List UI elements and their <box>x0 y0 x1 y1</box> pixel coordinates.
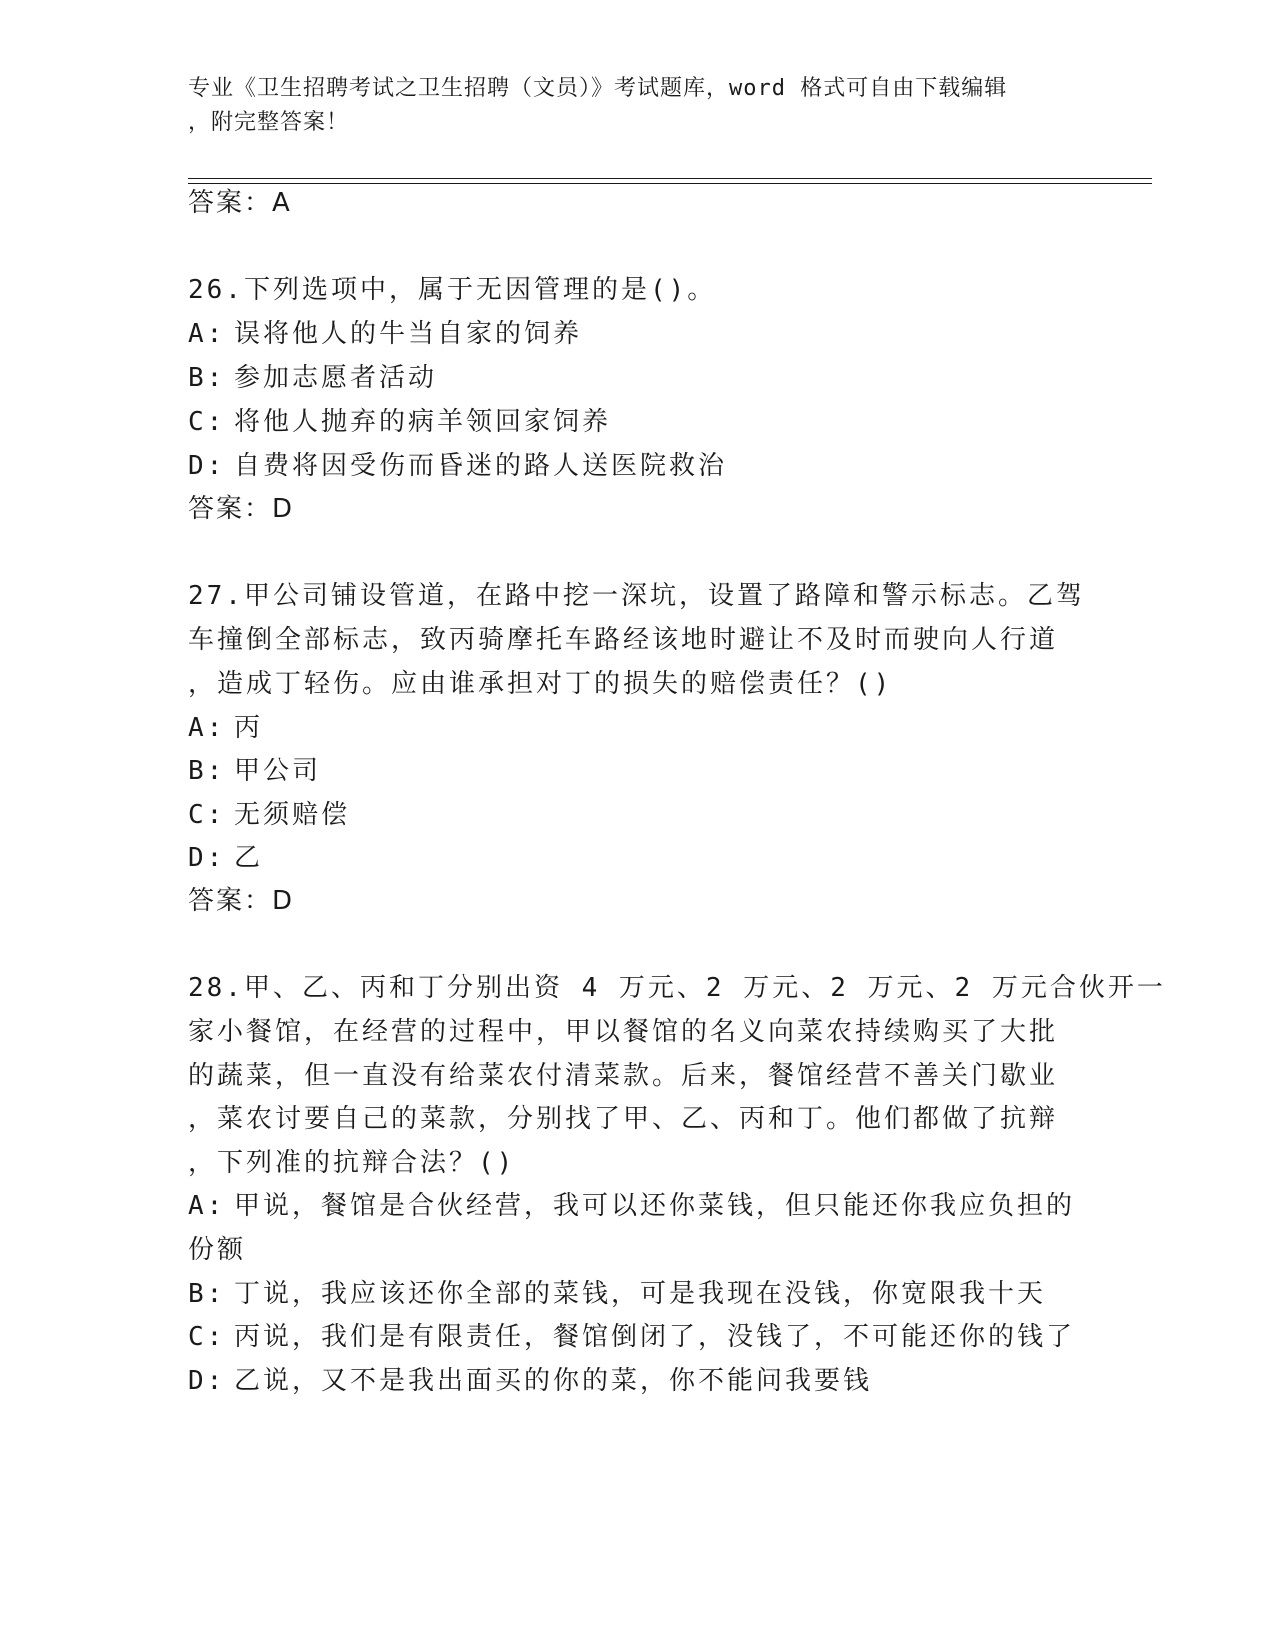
header-line-2: ，附完整答案！ <box>188 110 350 135</box>
q28-option-a-continued <box>188 1233 246 1267</box>
option-text: 自费将因受伤而昏迷的路人送医院救治 <box>234 451 728 481</box>
option-text: 乙说，又不是我出面买的你的菜，你不能问我要钱 <box>234 1366 873 1396</box>
q26-answer: 答案：D <box>188 494 295 524</box>
option-key: D: <box>188 1366 226 1396</box>
q26-option-d <box>188 449 727 483</box>
option-key: B: <box>188 756 226 786</box>
q28-option-c <box>188 1320 1075 1354</box>
q27-stem-line-1: 27.甲公司铺设管道，在路中挖一深坑，设置了路障和警示标志。乙驾 <box>188 581 1085 611</box>
q27-answer: 答案：D <box>188 886 295 916</box>
option-text: 丙 <box>234 713 264 743</box>
option-key: D: <box>188 451 226 481</box>
option-key: D: <box>188 843 226 873</box>
q28-option-d <box>188 1364 872 1398</box>
q27-option-b <box>188 754 321 788</box>
option-text: 甲说，餐馆是合伙经营，我可以还你菜钱，但只能还你我应负担的 <box>234 1191 1076 1221</box>
option-text: 份额 <box>188 1235 247 1265</box>
option-text: 丙说，我们是有限责任，餐馆倒闭了，没钱了，不可能还你的钱了 <box>234 1322 1076 1352</box>
option-key: B: <box>188 363 226 393</box>
q28-option-a <box>188 1189 1075 1223</box>
header-rule-bottom <box>188 183 1152 184</box>
q28-stem-line-5: ，下列准的抗辩合法？() <box>188 1148 516 1178</box>
option-text: 误将他人的牛当自家的饲养 <box>234 319 583 349</box>
header-line-1: 专业《卫生招聘考试之卫生招聘（文员）》考试题库，word 格式可自由下载编辑 <box>188 76 1008 101</box>
q28-option-b <box>188 1277 1046 1311</box>
option-text: 参加志愿者活动 <box>234 363 438 393</box>
option-text: 甲公司 <box>234 756 322 786</box>
q28-stem-line-2: 家小餐馆，在经营的过程中，甲以餐馆的名义向菜农持续购买了大批 <box>188 1017 1059 1047</box>
answer-previous: 答案：A <box>188 188 292 218</box>
header-rule-top <box>188 178 1152 179</box>
option-key: A: <box>188 713 226 743</box>
q27-stem-line-3: ，造成丁轻伤。应由谁承担对丁的损失的赔偿责任？() <box>188 669 893 699</box>
q26-option-c <box>188 405 611 439</box>
option-key: A: <box>188 1191 226 1221</box>
option-key: C: <box>188 1322 226 1352</box>
option-text: 丁说，我应该还你全部的菜钱，可是我现在没钱，你宽限我十天 <box>234 1279 1047 1309</box>
option-text: 将他人抛弃的病羊领回家饲养 <box>234 407 612 437</box>
q28-stem-line-1: 28.甲、乙、丙和丁分别出资 4 万元、2 万元、2 万元、2 万元合伙开一 <box>188 973 1166 1003</box>
q27-stem-line-2: 车撞倒全部标志，致丙骑摩托车路经该地时避让不及时而驶向人行道 <box>188 625 1059 655</box>
page-header <box>188 72 1068 140</box>
q28-stem-line-4: ，菜农讨要自己的菜款，分别找了甲、乙、丙和丁。他们都做了抗辩 <box>188 1104 1059 1134</box>
option-key: B: <box>188 1279 226 1309</box>
option-key: A: <box>188 319 226 349</box>
q26-option-b <box>188 361 437 395</box>
q26-option-a <box>188 317 582 351</box>
q26-stem: 26.下列选项中，属于无因管理的是()。 <box>188 275 717 305</box>
q28-stem-line-3: 的蔬菜，但一直没有给菜农付清菜款。后来，餐馆经营不善关门歇业 <box>188 1061 1059 1091</box>
option-key: C: <box>188 800 226 830</box>
option-text: 无须赔偿 <box>234 800 351 830</box>
q27-option-a <box>188 711 263 745</box>
q27-option-c <box>188 798 350 832</box>
q27-option-d <box>188 841 263 875</box>
option-key: C: <box>188 407 226 437</box>
option-text: 乙 <box>234 843 264 873</box>
